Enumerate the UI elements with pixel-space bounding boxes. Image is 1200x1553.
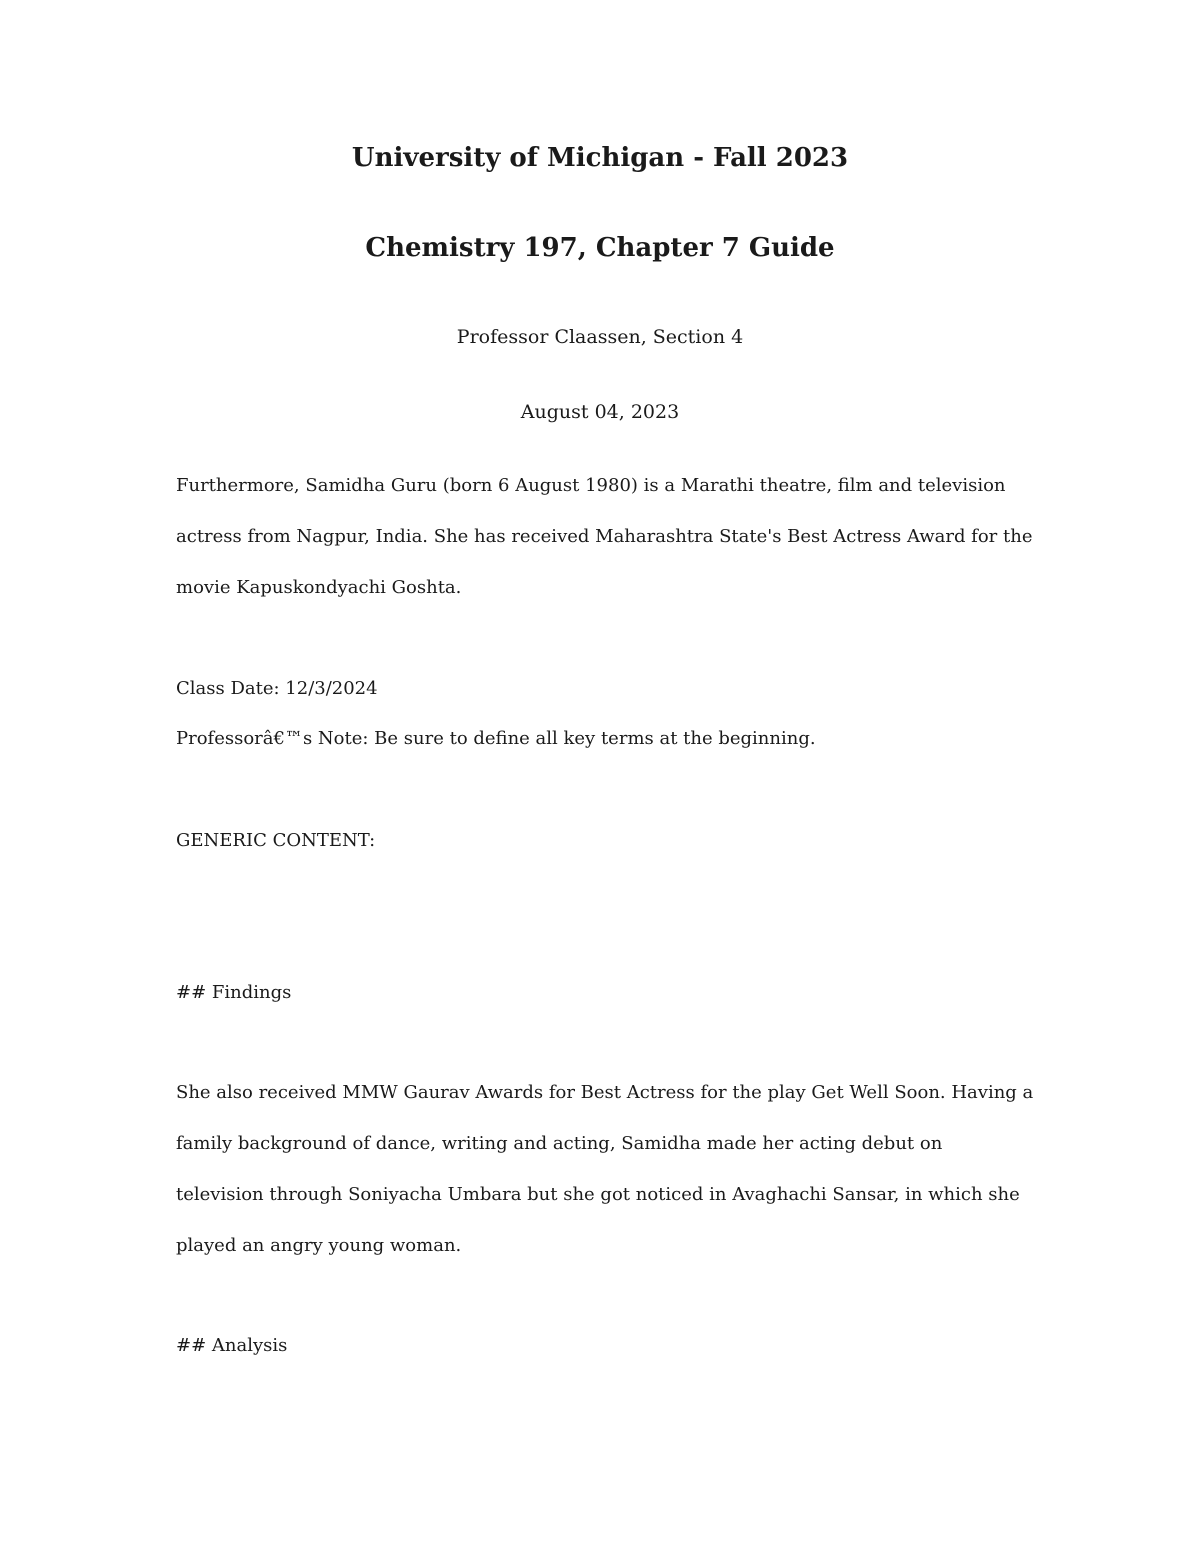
class-date: Class Date: 12/3/2024 bbox=[176, 678, 378, 699]
findings-line: television through Soniyacha Umbara but she got noticed in Avaghachi Sansar, in which she bbox=[176, 1184, 1020, 1205]
findings-line: She also received MMW Gaurav Awards for Best Actress for the play Get Well Soon. Having a bbox=[176, 1082, 1034, 1103]
intro-line: movie Kapuskondyachi Goshta. bbox=[176, 577, 462, 598]
generic-content-label: GENERIC CONTENT: bbox=[176, 830, 376, 851]
findings-line: played an angry young woman. bbox=[176, 1235, 462, 1256]
document-title: University of Michigan - Fall 2023 bbox=[351, 143, 849, 173]
professor-line: Professor Claassen, Section 4 bbox=[456, 326, 744, 348]
intro-line: Furthermore, Samidha Guru (born 6 August 1980) is a Marathi theatre, film and television bbox=[176, 475, 1006, 496]
document-subtitle: Chemistry 197, Chapter 7 Guide bbox=[365, 233, 835, 263]
findings-line: family background of dance, writing and acting, Samidha made her acting debut on bbox=[176, 1133, 943, 1154]
findings-heading: ## Findings bbox=[176, 982, 292, 1003]
intro-line: actress from Nagpur, India. She has received Maharashtra State's Best Actress Award for the bbox=[176, 526, 1033, 547]
analysis-heading: ## Analysis bbox=[176, 1335, 288, 1356]
document-date: August 04, 2023 bbox=[520, 401, 680, 423]
professor-note: Professorâ€™s Note: Be sure to define all key terms at the beginning. bbox=[176, 728, 816, 749]
